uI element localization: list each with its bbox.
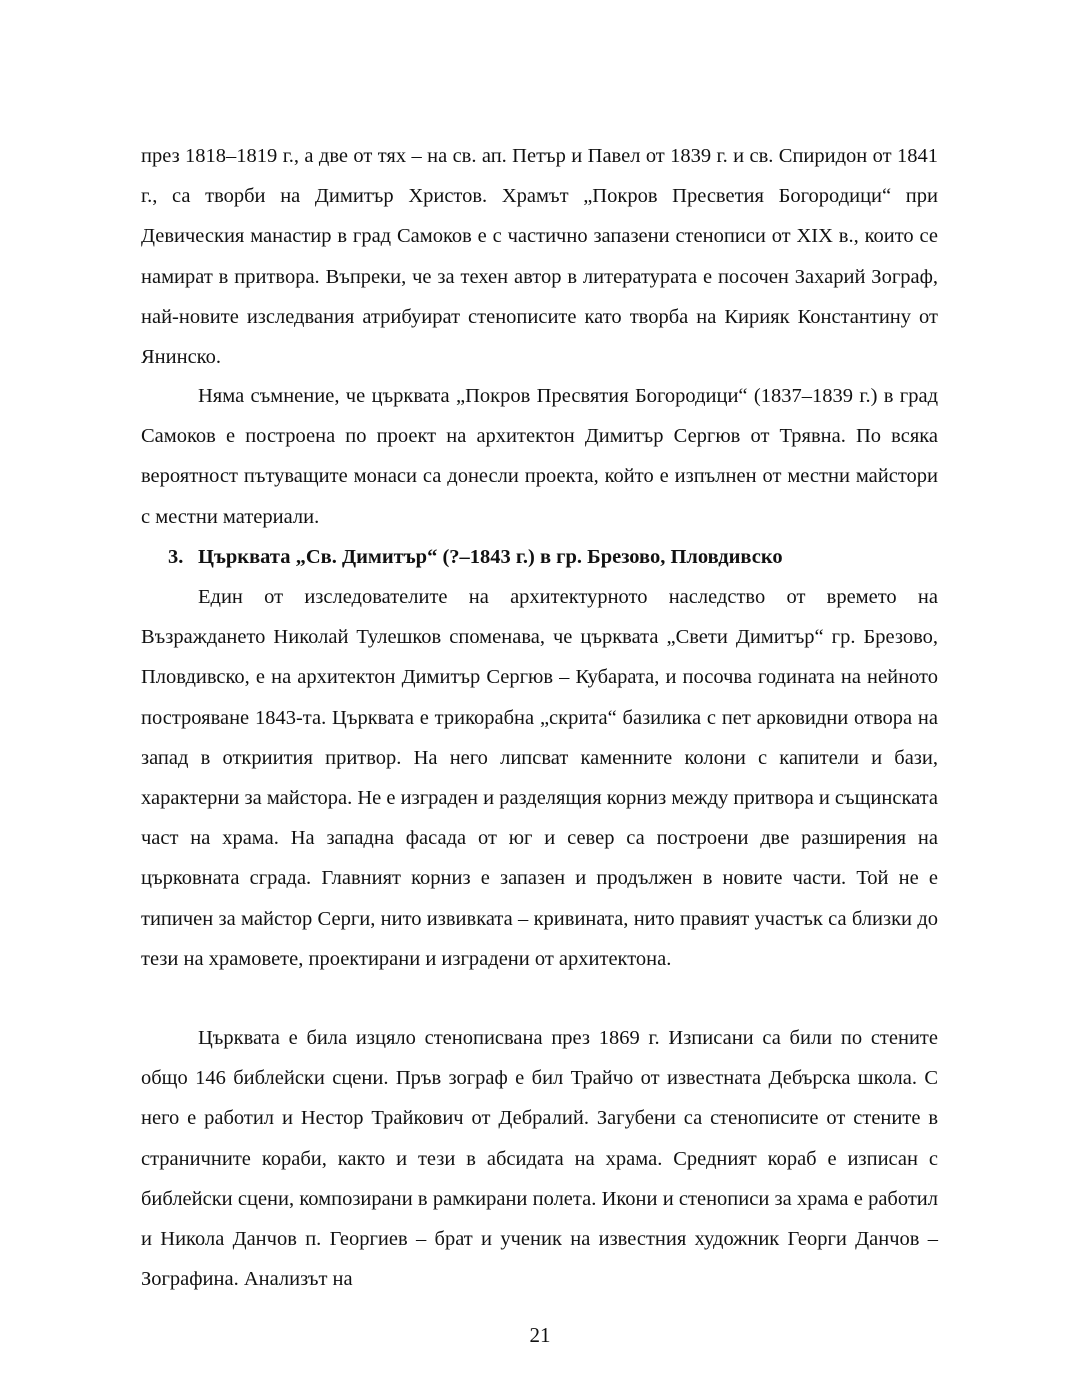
paragraph-intro-continuation: през 1818–1819 г., а две от тях – на св. ап. Петър и Павел от 1839 г. и св. Спиридон от 1841 г., са творби на Димитър Христов. Храмът „Покров Пресветия Богородици“ при Девическия манастир в град Самоков е с частично запазени стенописи от XIX в., които се намират в притвора. Въпреки, че за техен автор в литературата е посочен Захарий Зограф, най-новите изследвания атрибуират стенописите като творба на Кирияк Константину от Янинско. bbox=[141, 145, 938, 369]
paragraph-brezovo-murals: Църквата е била изцяло стенописвана през 1869 г. Изписани са били по стените общо 146 библейски сцени. Пръв зограф е бил Трайчо от известната Дебърска школа. С него е работил и Нестор Трайкович от Дебралий. Загубени са стенописите от стените в страничните кораби, както и тези в абсидата на храма. Средният кораб е изписан с библейски сцени, композирани в рамкирани полета. Икони и стенописи за храма е работил и Никола Данчов п. Георгиев – брат и ученик на известния художник Георги Данчов – Зографина. Анализът на bbox=[141, 1027, 938, 1291]
section-number: 3. bbox=[168, 546, 184, 568]
paragraph-samokov-church: Няма съмнение, че църквата „Покров Пресвятия Богородици“ (1837–1839 г.) в град Самоков е построена по проект на архитектон Димитър Сергюв от Трявна. По всяка вероятност пътуващите монаси са донесли проекта, който е изпълнен от местни майстори с местни материали. bbox=[141, 385, 938, 528]
paragraph-brezovo-architecture: Един от изследователите на архитектурното наследство от времето на Възраждането Николай Тулешков споменава, че църквата „Свети Димитър“ гр. Брезово, Пловдивско, е на архитектон Димитър Сергюв – Кубарата, и посочва годината на нейното построяване 1843-та. Църквата е трикорабна „скрита“ базилика с пет арковидни отвора на запад в откриития притвор. На него липсват каменните колони с капители и бази, характерни за майстора. Не е изграден и разделящия корниз между притвора и същинската част на храма. На западна фасада от юг и север са построени две разширения на църковната сграда. Главният корниз е запазен и продължен в новите части. Той не е типичен за майстор Серги, нито извивката – кривината, нито правият участък са близки до тези на храмовете, проектирани и изградени от архитектона. bbox=[141, 586, 938, 970]
section-heading bbox=[168, 537, 948, 577]
section-title: Църквата „Св. Димитър“ (?–1843 г.) в гр. Брезово, Пловдивско bbox=[198, 546, 783, 568]
page-number: 21 bbox=[529, 1323, 551, 1347]
